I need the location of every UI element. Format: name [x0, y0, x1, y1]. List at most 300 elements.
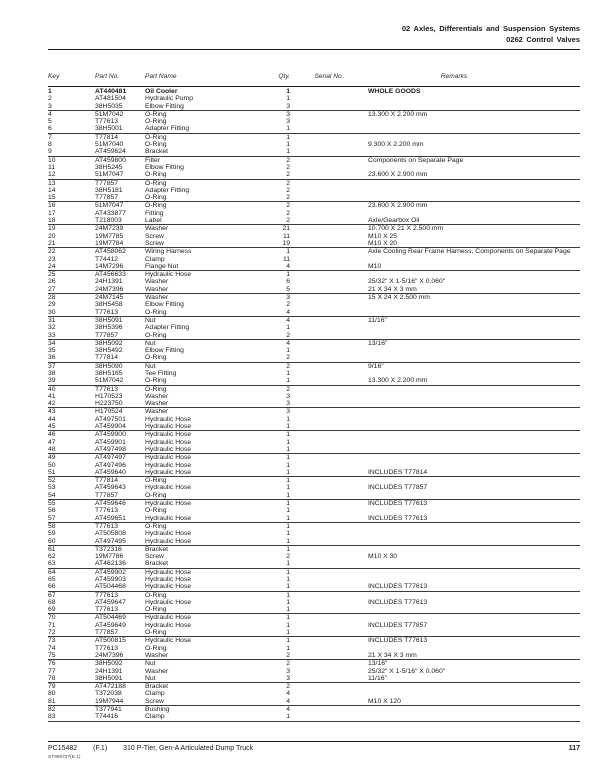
- serial-no-cell: [290, 645, 368, 652]
- part-no-cell: 24M7239: [95, 225, 124, 233]
- footer-left: [48, 745, 267, 753]
- key-cell: 71: [48, 621, 56, 629]
- serial-no-cell: [290, 484, 368, 491]
- part-no-cell: 14M7296: [95, 262, 124, 270]
- part-no-cell: 24H1391: [95, 278, 123, 286]
- remarks-cell: [368, 507, 580, 514]
- page-number: 117: [568, 745, 580, 752]
- qty-cell: 4: [286, 308, 290, 316]
- part-no-cell: T77857: [95, 331, 119, 339]
- key-cell: 75: [48, 651, 56, 659]
- part-no-cell: 38H5092: [95, 339, 123, 347]
- part-no-cell: T77857: [95, 491, 119, 499]
- serial-no-cell: [290, 363, 368, 370]
- part-no-cell: AT459649: [95, 621, 126, 629]
- table-row: [48, 141, 580, 148]
- table-row: [48, 546, 580, 553]
- serial-no-cell: [290, 324, 368, 331]
- serial-no-cell: [290, 431, 368, 438]
- serial-no-cell: [290, 134, 368, 141]
- remarks-cell: [368, 256, 580, 263]
- header-section-title: 02 Axles, Differentials and Suspension Systems: [401, 24, 580, 33]
- qty-cell: 1: [286, 576, 290, 583]
- key-cell: 49: [48, 454, 56, 462]
- qty-cell: 1: [286, 377, 290, 385]
- key-cell: 17: [48, 209, 56, 217]
- serial-no-cell: [290, 629, 368, 636]
- remarks-cell: INCLUDES T77613: [368, 637, 428, 645]
- part-no-cell: AT497501: [95, 415, 126, 423]
- header-subsection-title: 0262 Control Valves: [506, 35, 580, 44]
- qty-cell: 1: [286, 713, 290, 721]
- remarks-cell: 11/16": [368, 674, 387, 682]
- row-group: [48, 202, 580, 225]
- remarks-cell: Axle/Gearbox Oil: [368, 217, 420, 225]
- part-name-cell: O-Ring: [145, 171, 167, 179]
- remarks-cell: [368, 408, 580, 415]
- part-name-cell: O-Ring: [145, 644, 167, 652]
- key-cell: 81: [48, 697, 56, 705]
- part-no-cell: 38H5165: [95, 369, 123, 377]
- serial-no-cell: [290, 592, 368, 599]
- remarks-cell: 25/32" X 1-5/16" X 0.060": [368, 667, 446, 675]
- key-cell: 27: [48, 285, 56, 293]
- table-row: [48, 393, 580, 400]
- qty-cell: 1: [286, 415, 290, 423]
- qty-cell: 4: [286, 697, 290, 705]
- remarks-cell: [368, 134, 580, 141]
- part-name-cell: O-Ring: [145, 118, 167, 126]
- part-no-cell: 51M7047: [95, 171, 124, 179]
- remarks-cell: [368, 439, 580, 446]
- table-row: [48, 400, 580, 407]
- table-row: [48, 248, 580, 255]
- table-row: [48, 256, 580, 263]
- remarks-cell: M10 X 120: [368, 697, 401, 705]
- part-name-cell: Screw: [145, 697, 164, 705]
- part-no-cell: AT456633: [95, 271, 126, 279]
- part-no-cell: AT433877: [95, 209, 126, 217]
- serial-no-cell: [290, 408, 368, 415]
- table-row: [48, 439, 580, 446]
- key-cell: 80: [48, 690, 56, 698]
- table-row: [48, 454, 580, 461]
- serial-no-cell: [290, 225, 368, 232]
- row-group: [48, 317, 580, 340]
- qty-cell: 1: [286, 583, 290, 591]
- serial-no-cell: [290, 332, 368, 339]
- part-name-cell: Hydraulic Hose: [145, 423, 192, 431]
- key-cell: 29: [48, 301, 56, 309]
- part-no-cell: AT459904: [95, 423, 126, 431]
- part-name-cell: Hydraulic Hose: [145, 271, 192, 279]
- part-no-cell: AT472188: [95, 683, 126, 691]
- qty-cell: 2: [286, 354, 290, 362]
- table-row: [48, 125, 580, 132]
- table-row: [48, 569, 580, 576]
- table-row: [48, 553, 580, 560]
- remarks-cell: 11/16": [368, 316, 387, 324]
- remarks-cell: [368, 706, 580, 713]
- key-cell: 61: [48, 545, 56, 553]
- part-no-cell: 38H5090: [95, 362, 123, 370]
- table-row: [48, 538, 580, 545]
- serial-no-cell: [290, 118, 368, 125]
- serial-no-cell: [290, 675, 368, 682]
- qty-cell: 3: [286, 110, 290, 118]
- part-name-cell: Hydraulic Hose: [145, 637, 192, 645]
- part-name-cell: O-Ring: [145, 354, 167, 362]
- remarks-cell: [368, 393, 580, 400]
- remarks-cell: M10 X 25: [368, 232, 398, 240]
- table-row: [48, 408, 580, 415]
- table-row: [48, 386, 580, 393]
- serial-no-cell: [290, 462, 368, 469]
- table-row: [48, 431, 580, 438]
- part-no-cell: 38H5181: [95, 186, 123, 194]
- serial-no-cell: [290, 180, 368, 187]
- remarks-cell: Axle Cooling Rear Frame Harness, Components on Separate Page: [368, 248, 571, 256]
- remarks-cell: [368, 560, 580, 567]
- remarks-cell: [368, 416, 580, 423]
- key-cell: 73: [48, 637, 56, 645]
- remarks-cell: [368, 148, 580, 155]
- serial-no-cell: [290, 171, 368, 178]
- part-no-cell: 38H5245: [95, 163, 123, 171]
- remarks-cell: [368, 370, 580, 377]
- remarks-cell: [368, 629, 580, 636]
- part-name-cell: Adapter Fitting: [145, 186, 190, 194]
- part-name-cell: Hydraulic Hose: [145, 598, 192, 606]
- part-no-cell: AT459800: [95, 156, 126, 164]
- table-row: [48, 263, 580, 270]
- table-row: [48, 614, 580, 621]
- serial-no-cell: [290, 217, 368, 224]
- serial-no-cell: [290, 652, 368, 659]
- remarks-cell: 23.600 X 2.900 mm: [368, 202, 428, 210]
- key-cell: 16: [48, 202, 56, 210]
- remarks-cell: 9.300 X 2.200 mm: [368, 141, 424, 149]
- part-no-cell: 19M7944: [95, 697, 124, 705]
- qty-cell: 1: [286, 125, 290, 133]
- part-name-cell: Hydraulic Hose: [145, 500, 192, 508]
- key-cell: 32: [48, 324, 56, 332]
- part-name-cell: Wiring Harness: [145, 248, 192, 256]
- part-no-cell: T74412: [95, 255, 119, 263]
- qty-cell: 4: [286, 706, 290, 714]
- key-cell: 54: [48, 491, 56, 499]
- key-cell: 20: [48, 232, 56, 240]
- table-row: [48, 698, 580, 705]
- serial-no-cell: [290, 454, 368, 461]
- table-row: [48, 370, 580, 377]
- remarks-cell: INCLUDES T77613: [368, 500, 428, 508]
- row-group: [48, 271, 580, 294]
- remarks-cell: M10: [368, 262, 382, 270]
- key-cell: 77: [48, 667, 56, 675]
- table-row: [48, 560, 580, 567]
- key-cell: 26: [48, 278, 56, 286]
- qty-cell: 11: [282, 232, 290, 240]
- serial-no-cell: [290, 477, 368, 484]
- qty-cell: 1: [286, 484, 290, 492]
- remarks-cell: [368, 614, 580, 621]
- table-row: [48, 324, 580, 331]
- key-cell: 55: [48, 500, 56, 508]
- part-no-cell: T77613: [95, 118, 119, 126]
- part-name-cell: O-Ring: [145, 110, 167, 118]
- key-cell: 9: [48, 148, 52, 156]
- table-row: [48, 354, 580, 361]
- page-footer: [48, 745, 580, 753]
- key-cell: 12: [48, 171, 56, 179]
- key-cell: 74: [48, 644, 56, 652]
- part-no-cell: AT459902: [95, 568, 126, 576]
- row-group: [48, 637, 580, 660]
- part-name-cell: O-Ring: [145, 202, 167, 210]
- part-name-cell: Screw: [145, 553, 164, 561]
- serial-no-cell: [290, 553, 368, 560]
- table-row: [48, 164, 580, 171]
- serial-no-cell: [290, 614, 368, 621]
- part-name-cell: Washer: [145, 225, 169, 233]
- part-no-cell: T372038: [95, 690, 122, 698]
- part-name-cell: Fitting: [145, 209, 164, 217]
- key-cell: 4: [48, 110, 52, 118]
- remarks-cell: 9/16": [368, 362, 384, 370]
- qty-cell: 2: [286, 179, 290, 187]
- remarks-cell: [368, 690, 580, 697]
- key-cell: 40: [48, 385, 56, 393]
- serial-no-cell: [290, 164, 368, 171]
- key-cell: 67: [48, 591, 56, 599]
- serial-no-cell: [290, 393, 368, 400]
- qty-cell: 1: [286, 468, 290, 476]
- table-row: [48, 363, 580, 370]
- part-name-cell: Washer: [145, 408, 169, 416]
- part-no-cell: AT440481: [95, 88, 127, 95]
- footer-form-code: ST985727(E.1): [48, 755, 81, 760]
- qty-cell: 2: [286, 194, 290, 202]
- remarks-cell: [368, 301, 580, 308]
- remarks-cell: [368, 187, 580, 194]
- key-cell: 79: [48, 683, 56, 691]
- table-row: [48, 706, 580, 713]
- remarks-cell: [368, 125, 580, 132]
- key-cell: 35: [48, 347, 56, 355]
- part-no-cell: AT458062: [95, 248, 126, 256]
- qty-cell: 2: [286, 163, 290, 171]
- table-row: [48, 606, 580, 613]
- row-group: [48, 363, 580, 386]
- serial-no-cell: [290, 416, 368, 423]
- row-group: [48, 454, 580, 477]
- table-row: [48, 217, 580, 224]
- remarks-cell: [368, 462, 580, 469]
- header-rule: [48, 49, 580, 50]
- part-name-cell: Nut: [145, 660, 156, 668]
- qty-cell: 1: [286, 629, 290, 637]
- remarks-cell: [368, 95, 580, 102]
- key-cell: 43: [48, 408, 56, 416]
- row-group: [48, 523, 580, 546]
- key-cell: 51: [48, 468, 56, 476]
- qty-cell: 3: [286, 102, 290, 110]
- qty-cell: 19: [282, 239, 290, 247]
- part-name-cell: O-Ring: [145, 141, 167, 149]
- remarks-cell: 13/16": [368, 339, 388, 347]
- parts-table: [48, 88, 580, 722]
- remarks-cell: 23.600 X 2.900 mm: [368, 171, 428, 179]
- part-name-cell: O-Ring: [145, 331, 167, 339]
- part-name-cell: Hydraulic Hose: [145, 438, 192, 446]
- key-cell: 14: [48, 186, 56, 194]
- qty-cell: 1: [286, 614, 290, 622]
- table-row: [48, 446, 580, 453]
- key-cell: 56: [48, 507, 56, 515]
- remarks-cell: [368, 180, 580, 187]
- qty-cell: 1: [286, 445, 290, 453]
- key-cell: 33: [48, 331, 56, 339]
- serial-no-cell: [290, 500, 368, 507]
- part-name-cell: Elbow Fitting: [145, 301, 184, 309]
- qty-cell: 1: [286, 454, 290, 462]
- part-name-cell: Washer: [145, 667, 169, 675]
- qty-cell: 1: [286, 514, 290, 522]
- table-row: [48, 576, 580, 583]
- key-cell: 6: [48, 125, 52, 133]
- part-name-cell: Nut: [145, 339, 156, 347]
- part-name-cell: Nut: [145, 316, 156, 324]
- table-row: [48, 278, 580, 285]
- table-row: [48, 88, 580, 95]
- part-name-cell: O-Ring: [145, 385, 167, 393]
- qty-cell: 1: [286, 598, 290, 606]
- part-name-cell: Elbow Fitting: [145, 163, 184, 171]
- part-no-cell: AT459647: [95, 598, 126, 606]
- key-cell: 44: [48, 415, 56, 423]
- remarks-cell: [368, 423, 580, 430]
- table-row: [48, 645, 580, 652]
- part-name-cell: Tee Fitting: [145, 369, 177, 377]
- row-group: [48, 386, 580, 409]
- part-no-cell: T77814: [95, 354, 119, 362]
- part-name-cell: Hydraulic Hose: [145, 461, 192, 469]
- part-name-cell: Washer: [145, 651, 169, 659]
- table-row: [48, 416, 580, 423]
- part-name-cell: Hydraulic Hose: [145, 415, 192, 423]
- qty-cell: 3: [286, 294, 290, 302]
- part-name-cell: O-Ring: [145, 308, 167, 316]
- serial-no-cell: [290, 187, 368, 194]
- remarks-cell: [368, 309, 580, 316]
- key-cell: 53: [48, 484, 56, 492]
- qty-cell: 1: [286, 438, 290, 446]
- part-no-cell: AT505808: [95, 530, 126, 538]
- table-row: [48, 157, 580, 164]
- row-group: [48, 248, 580, 271]
- part-name-cell: O-Ring: [145, 377, 167, 385]
- part-name-cell: Hydraulic Hose: [145, 621, 192, 629]
- part-no-cell: T74416: [95, 713, 119, 721]
- serial-no-cell: [290, 622, 368, 629]
- remarks-cell: [368, 713, 580, 720]
- serial-no-cell: [290, 202, 368, 209]
- table-row: [48, 301, 580, 308]
- part-no-cell: AT497496: [95, 461, 126, 469]
- row-group: [48, 660, 580, 683]
- part-no-cell: T77613: [95, 606, 119, 614]
- serial-no-cell: [290, 523, 368, 530]
- part-no-cell: H170523: [95, 392, 123, 400]
- part-name-cell: O-Ring: [145, 133, 167, 141]
- remarks-cell: [368, 446, 580, 453]
- part-name-cell: Bracket: [145, 560, 169, 568]
- key-cell: 28: [48, 294, 56, 302]
- table-row: [48, 492, 580, 499]
- table-row: [48, 507, 580, 514]
- key-cell: 50: [48, 461, 56, 469]
- part-no-cell: AT459646: [95, 500, 126, 508]
- table-row: [48, 683, 580, 690]
- part-no-cell: AT497498: [95, 445, 126, 453]
- serial-no-cell: [290, 690, 368, 697]
- serial-no-cell: [290, 706, 368, 713]
- part-no-cell: T77857: [95, 194, 119, 202]
- remarks-cell: [368, 576, 580, 583]
- table-row: [48, 484, 580, 491]
- table-row: [48, 530, 580, 537]
- part-no-cell: T77613: [95, 308, 119, 316]
- part-name-cell: O-Ring: [145, 491, 167, 499]
- part-name-cell: Washer: [145, 392, 169, 400]
- key-cell: 15: [48, 194, 56, 202]
- part-no-cell: AT504468: [95, 583, 126, 591]
- key-cell: 25: [48, 271, 56, 279]
- part-no-cell: AT459640: [95, 468, 126, 476]
- key-cell: 83: [48, 713, 56, 721]
- table-row: [48, 194, 580, 201]
- qty-cell: 6: [286, 278, 290, 286]
- qty-cell: 1: [286, 148, 290, 156]
- part-name-cell: O-Ring: [145, 477, 167, 485]
- part-no-cell: 38H5091: [95, 316, 123, 324]
- key-cell: 11: [48, 163, 56, 171]
- remarks-cell: INCLUDES T77857: [368, 484, 428, 492]
- part-no-cell: 24M7145: [95, 294, 124, 302]
- page-header: [48, 23, 580, 45]
- serial-no-cell: [290, 560, 368, 567]
- key-cell: 70: [48, 614, 56, 622]
- key-cell: 13: [48, 179, 56, 187]
- table-row: [48, 317, 580, 324]
- qty-cell: 1: [286, 324, 290, 332]
- remarks-cell: 13.300 X 2.200 mm: [368, 377, 428, 385]
- table-row: [48, 118, 580, 125]
- row-group: [48, 294, 580, 317]
- key-cell: 34: [48, 339, 56, 347]
- serial-no-cell: [290, 294, 368, 301]
- serial-no-cell: [290, 111, 368, 118]
- part-no-cell: AT459651: [95, 514, 126, 522]
- qty-cell: 1: [286, 606, 290, 614]
- serial-no-cell: [290, 515, 368, 522]
- table-row: [48, 690, 580, 697]
- qty-cell: 3: [286, 392, 290, 400]
- qty-cell: 1: [286, 369, 290, 377]
- table-row: [48, 629, 580, 636]
- part-no-cell: AT504469: [95, 614, 126, 622]
